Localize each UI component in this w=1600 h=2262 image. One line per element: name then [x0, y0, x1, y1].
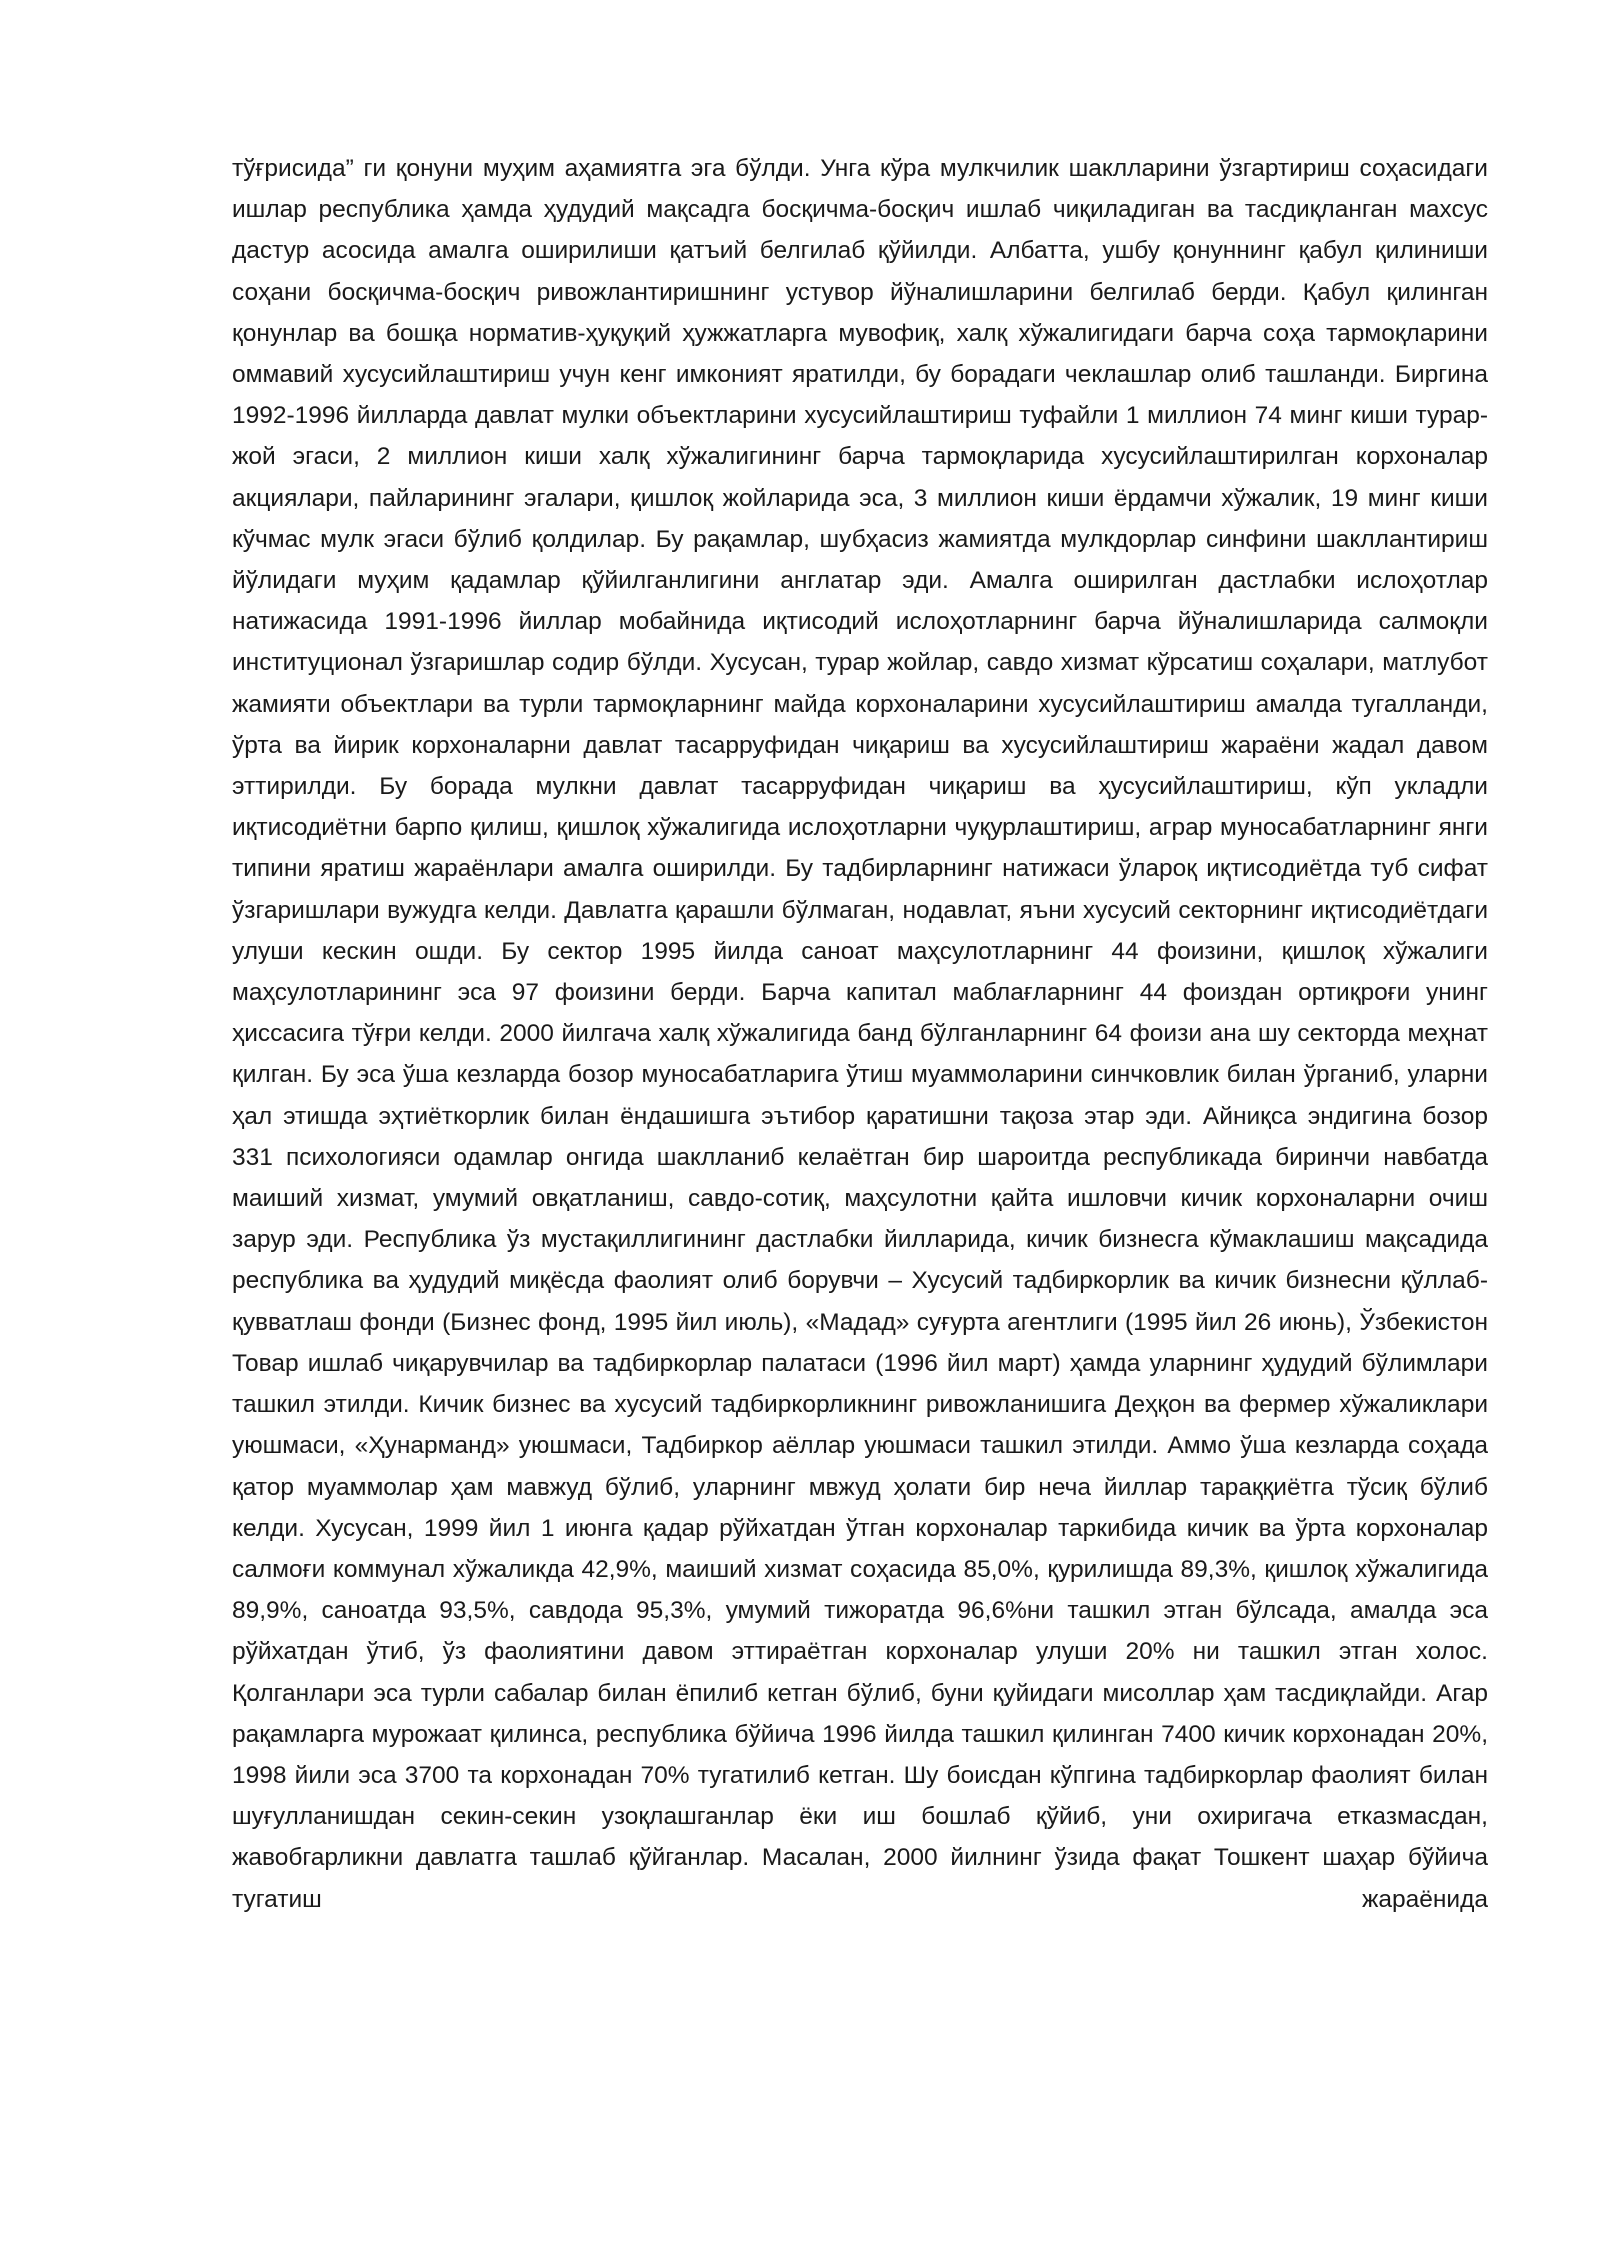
document-page [232, 148, 1488, 1920]
body-paragraph: тўғрисида” ги қонуни муҳим аҳамиятга эга бўлди. Унга кўра мулкчилик шаклларини ўзгартириш соҳасидаги ишлар республика ҳамда ҳудудий мақсадга босқичма-босқич ишлаб чиқиладиган ва тасдиқланган махсус дастур асосида амалга оширилиши қатъий белгилаб қўйилди. Албатта, ушбу қонуннинг қабул қилиниши соҳани босқичма-босқич ривожлантиришнинг устувор йўналишларини белгилаб берди. Қабул қилинган қонунлар ва бошқа норматив-ҳуқуқий ҳужжатларга мувофиқ, халқ хўжалигидаги барча соҳа тармоқларини оммавий хусусийлаштириш учун кенг имконият яратилди, бу борадаги чеклашлар олиб ташланди. Биргина 1992-1996 йилларда давлат мулки объектларини хусусийлаштириш туфайли 1 миллион 74 минг киши турар-жой эгаси, 2 миллион киши халқ хўжалигининг барча тармоқларида хусусийлаштирилган корхоналар акциялари, пайларининг эгалари, қишлоқ жойларида эса, 3 миллион киши ёрдамчи хўжалик, 19 минг киши кўчмас мулк эгаси бўлиб қолдилар. Бу рақамлар, шубҳасиз жамиятда мулкдорлар синфини шакллантириш йўлидаги муҳим қадамлар қўйилганлигини англатар эди. Амалга оширилган дастлабки ислоҳотлар натижасида 1991-1996 йиллар мобайнида иқтисодий ислоҳотларнинг барча йўналишларида салмоқли институционал ўзгаришлар содир бўлди. Хусусан, турар жойлар, савдо хизмат кўрсатиш соҳалари, матлубот жамияти объектлари ва турли тармоқларнинг майда корхоналарини хусусийлаштириш амалда тугалланди, ўрта ва йирик корхоналарни давлат тасарруфидан чиқариш ва хусусийлаштириш жараёни жадал давом эттирилди. Бу борада мулкни давлат тасарруфидан чиқариш ва ҳусусийлаштириш, кўп укладли иқтисодиётни барпо қилиш, қишлоқ хўжалигида ислоҳотларни чуқурлаштириш, аграр муносабатларнинг янги типини яратиш жараёнлари амалга оширилди. Бу тадбирларнинг натижаси ўлароқ иқтисодиётда туб сифат ўзгаришлари вужудга келди. Давлатга қарашли бўлмаган, нодавлат, яъни хусусий секторнинг иқтисодиётдаги улуши кескин ошди. Бу сектор 1995 йилда саноат маҳсулотларнинг 44 фоизини, қишлоқ хўжалиги маҳсулотларининг эса 97 фоизини берди. Барча капитал маблағларнинг 44 фоиздан ортиқроғи унинг ҳиссасига тўғри келди. 2000 йилгача халқ хўжалигида банд бўлганларнинг 64 фоизи ана шу секторда меҳнат қилган. Бу эса ўша кезларда бозор муносабатларига ўтиш муаммоларини синчковлик билан ўрганиб, уларни ҳал этишда эҳтиёткорлик билан ёндашишга эътибор қаратишни тақоза этар эди. Айниқса эндигина бозор 331 психологияси одамлар онгида шаклланиб келаётган бир шароитда республикада биринчи навбатда маиший хизмат, умумий овқатланиш, савдо-сотиқ, маҳсулотни қайта ишловчи кичик корхоналарни очиш зарур эди. Республика ўз мустақиллигининг дастлабки йилларида, кичик бизнесга кўмаклашиш мақсадида республика ва ҳудудий миқёсда фаолият олиб борувчи – Хусусий тадбиркорлик ва кичик бизнесни қўллаб- қувватлаш фонди (Бизнес фонд, 1995 йил июль), «Мадад» суғурта агентлиги (1995 йил 26 июнь), Ўзбекистон Товар ишлаб чиқарувчилар ва тадбиркорлар палатаси (1996 йил март) ҳамда уларнинг ҳудудий бўлимлари ташкил этилди. Кичик бизнес ва хусусий тадбиркорликнинг ривожланишига Деҳқон ва фермер хўжаликлари уюшмаси, «Ҳунарманд» уюшмаси, Тадбиркор аёллар уюшмаси ташкил этилди. Аммо ўша кезларда соҳада қатор муаммолар ҳам мавжуд бўлиб, уларнинг мвжуд ҳолати бир неча йиллар тараққиётга тўсиқ бўлиб келди. Хусусан, 1999 йил 1 июнга қадар рўйхатдан ўтган корхоналар таркибида кичик ва ўрта корхоналар салмоғи коммунал хўжаликда 42,9%, маиший хизмат соҳасида 85,0%, қурилишда 89,3%, қишлоқ хўжалигида 89,9%, саноатда 93,5%, савдода 95,3%, умумий тижоратда 96,6%ни ташкил этган бўлсада, амалда эса рўйхатдан ўтиб, ўз фаолиятини давом эттираётган корхоналар улуши 20% ни ташкил этган холос. Қолганлари эса турли сабалар билан ёпилиб кетган бўлиб, буни қуйидаги мисоллар ҳам тасдиқлайди. Агар рақамларга мурожаат қилинса, республика бўйича 1996 йилда ташкил қилинган 7400 кичик корхонадан 20%, 1998 йили эса 3700 та корхонадан 70% тугатилиб кетган. Шу боисдан кўпгина тадбиркорлар фаолият билан шуғулланишдан секин-секин узоқлашганлар ёки иш бошлаб қўйиб, уни охиригача етказмасдан, жавобгарликни давлатга ташлаб қўйганлар. Масалан, 2000 йилнинг ўзида фақат Тошкент шаҳар бўйича тугатиш жараёнида [232, 155, 1488, 1913]
